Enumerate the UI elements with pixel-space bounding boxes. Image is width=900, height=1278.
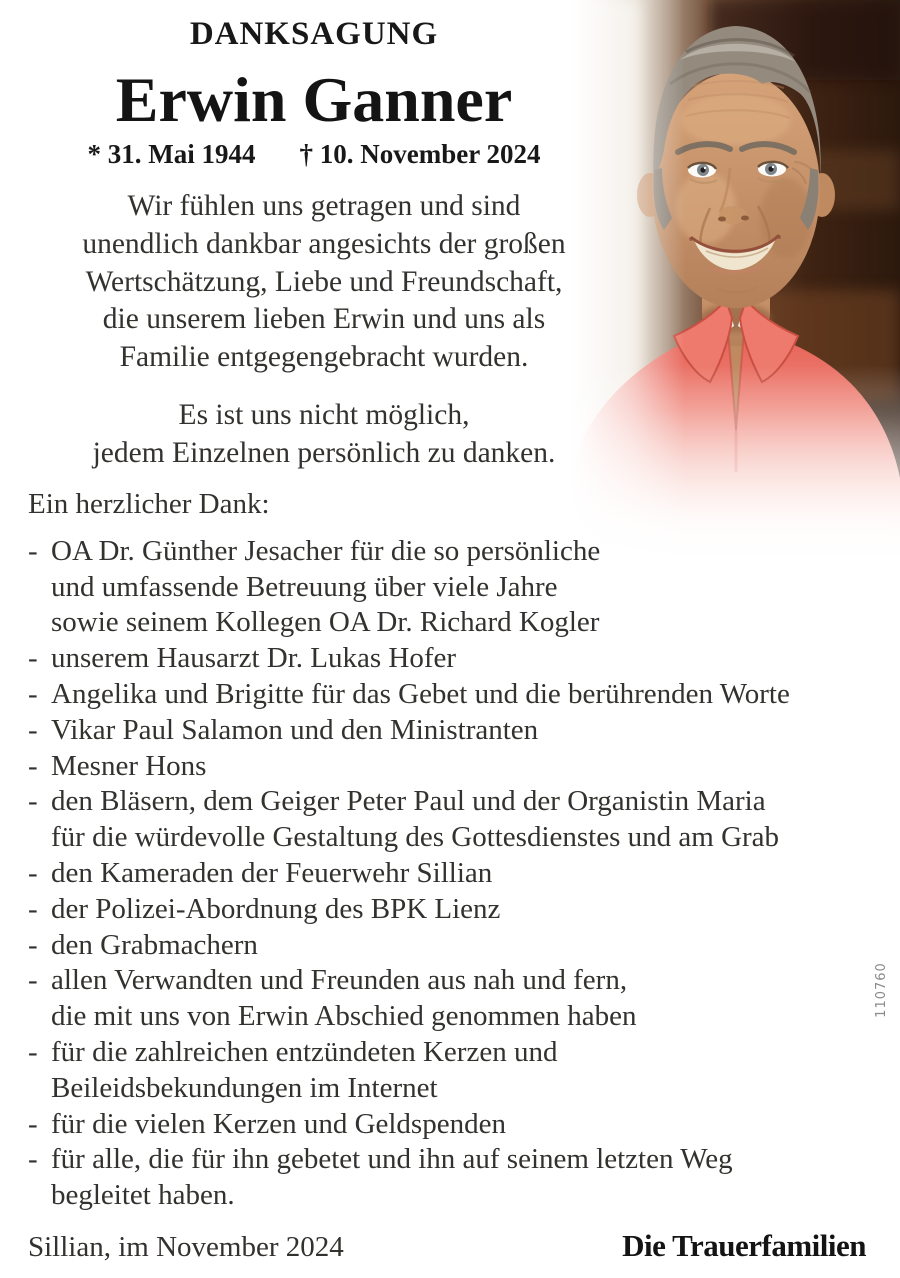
intro-line: die unserem lieben Erwin und uns als: [102, 303, 546, 336]
thanks-item: [28, 892, 890, 928]
intro-paragraph-2: [0, 397, 648, 473]
thanks-line: und umfassende Betreuung über viele Jahre: [51, 570, 558, 603]
thanks-line: für die würdevolle Gestaltung des Gottesdienstes und am Grab: [51, 821, 780, 854]
deceased-name: Erwin Ganner: [115, 64, 513, 135]
intro-line: unendlich dankbar angesichts der großen: [82, 227, 566, 260]
bullet-dash: -: [28, 856, 38, 889]
thanks-item: [28, 1142, 890, 1214]
header: [0, 14, 628, 170]
intro-section: [0, 188, 648, 473]
bullet-dash: -: [28, 964, 38, 997]
bullet-dash: -: [28, 928, 38, 961]
thanks-item: [28, 713, 890, 749]
thanks-line: unserem Hausarzt Dr. Lukas Hofer: [51, 642, 457, 675]
thanks-line: sowie seinem Kollegen OA Dr. Richard Kogler: [51, 606, 600, 639]
thanks-item: [28, 928, 890, 964]
thanks-line: den Bläsern, dem Geiger Peter Paul und der Organistin Maria: [51, 785, 766, 818]
bullet-dash: -: [28, 677, 38, 710]
place-date: Sillian, im November 2024: [28, 1231, 344, 1263]
print-code: 110760: [874, 962, 889, 1018]
thanks-item: [28, 677, 890, 713]
thanks-line: allen Verwandten und Freunden aus nah und fern,: [51, 964, 628, 997]
footer: [28, 1228, 866, 1264]
thanks-item: [28, 534, 890, 641]
intro-line: Familie entgegengebracht wurden.: [119, 341, 529, 374]
life-dates: [0, 138, 628, 170]
thanks-line: den Grabmachern: [51, 928, 258, 961]
intro-line: Es ist uns nicht möglich,: [178, 398, 470, 431]
bullet-dash: -: [28, 1107, 38, 1140]
thanks-line: den Kameraden der Feuerwehr Sillian: [51, 856, 493, 889]
thanks-line: Beileidsbekundungen im Internet: [51, 1071, 438, 1104]
bullet-dash: -: [28, 1143, 38, 1176]
bullet-dash: -: [28, 785, 38, 818]
birth-date: * 31. Mai 1944: [87, 139, 256, 169]
bullet-dash: -: [28, 642, 38, 675]
bullet-dash: -: [28, 749, 38, 782]
thanks-line: der Polizei-Abordnung des BPK Lienz: [51, 892, 501, 925]
thanks-item: [28, 784, 890, 856]
thanks-item: [28, 856, 890, 892]
thanks-line: OA Dr. Günther Jesacher für die so persönliche: [51, 534, 601, 567]
intro-line: jedem Einzelnen persönlich zu danken.: [92, 436, 556, 469]
thanks-item: [28, 1107, 890, 1143]
bullet-dash: -: [28, 713, 38, 746]
thanks-line: Angelika und Brigitte für das Gebet und die berührenden Worte: [51, 677, 790, 710]
thanks-line: die mit uns von Erwin Abschied genommen haben: [51, 1000, 637, 1033]
thanks-line: für alle, die für ihn gebetet und ihn auf seinem letzten Weg: [51, 1143, 733, 1176]
thanks-item: [28, 963, 890, 1035]
thanks-line: für die zahlreichen entzündeten Kerzen und: [51, 1035, 558, 1068]
signature: Die Trauerfamilien: [622, 1228, 866, 1263]
thanks-line: für die vielen Kerzen und Geldspenden: [51, 1107, 506, 1140]
bullet-dash: -: [28, 534, 38, 567]
thanks-item: [28, 749, 890, 785]
card-type-heading: DANKSAGUNG: [189, 16, 439, 52]
thanks-item: [28, 641, 890, 677]
death-date: † 10. November 2024: [299, 139, 541, 169]
thanks-section: [28, 487, 890, 1214]
intro-line: Wir fühlen uns getragen und sind: [127, 190, 521, 222]
bullet-dash: -: [28, 1035, 38, 1068]
bullet-dash: -: [28, 892, 38, 925]
intro-line: Wertschätzung, Liebe und Freundschaft,: [85, 265, 563, 298]
thanks-line: Mesner Hons: [51, 749, 207, 782]
thanks-line: Vikar Paul Salamon und den Ministranten: [51, 713, 539, 746]
intro-paragraph-1: [0, 188, 648, 377]
thanks-heading: Ein herzlicher Dank:: [28, 488, 270, 520]
thanks-line: begleitet haben.: [51, 1179, 235, 1212]
thanks-item: [28, 1035, 890, 1107]
